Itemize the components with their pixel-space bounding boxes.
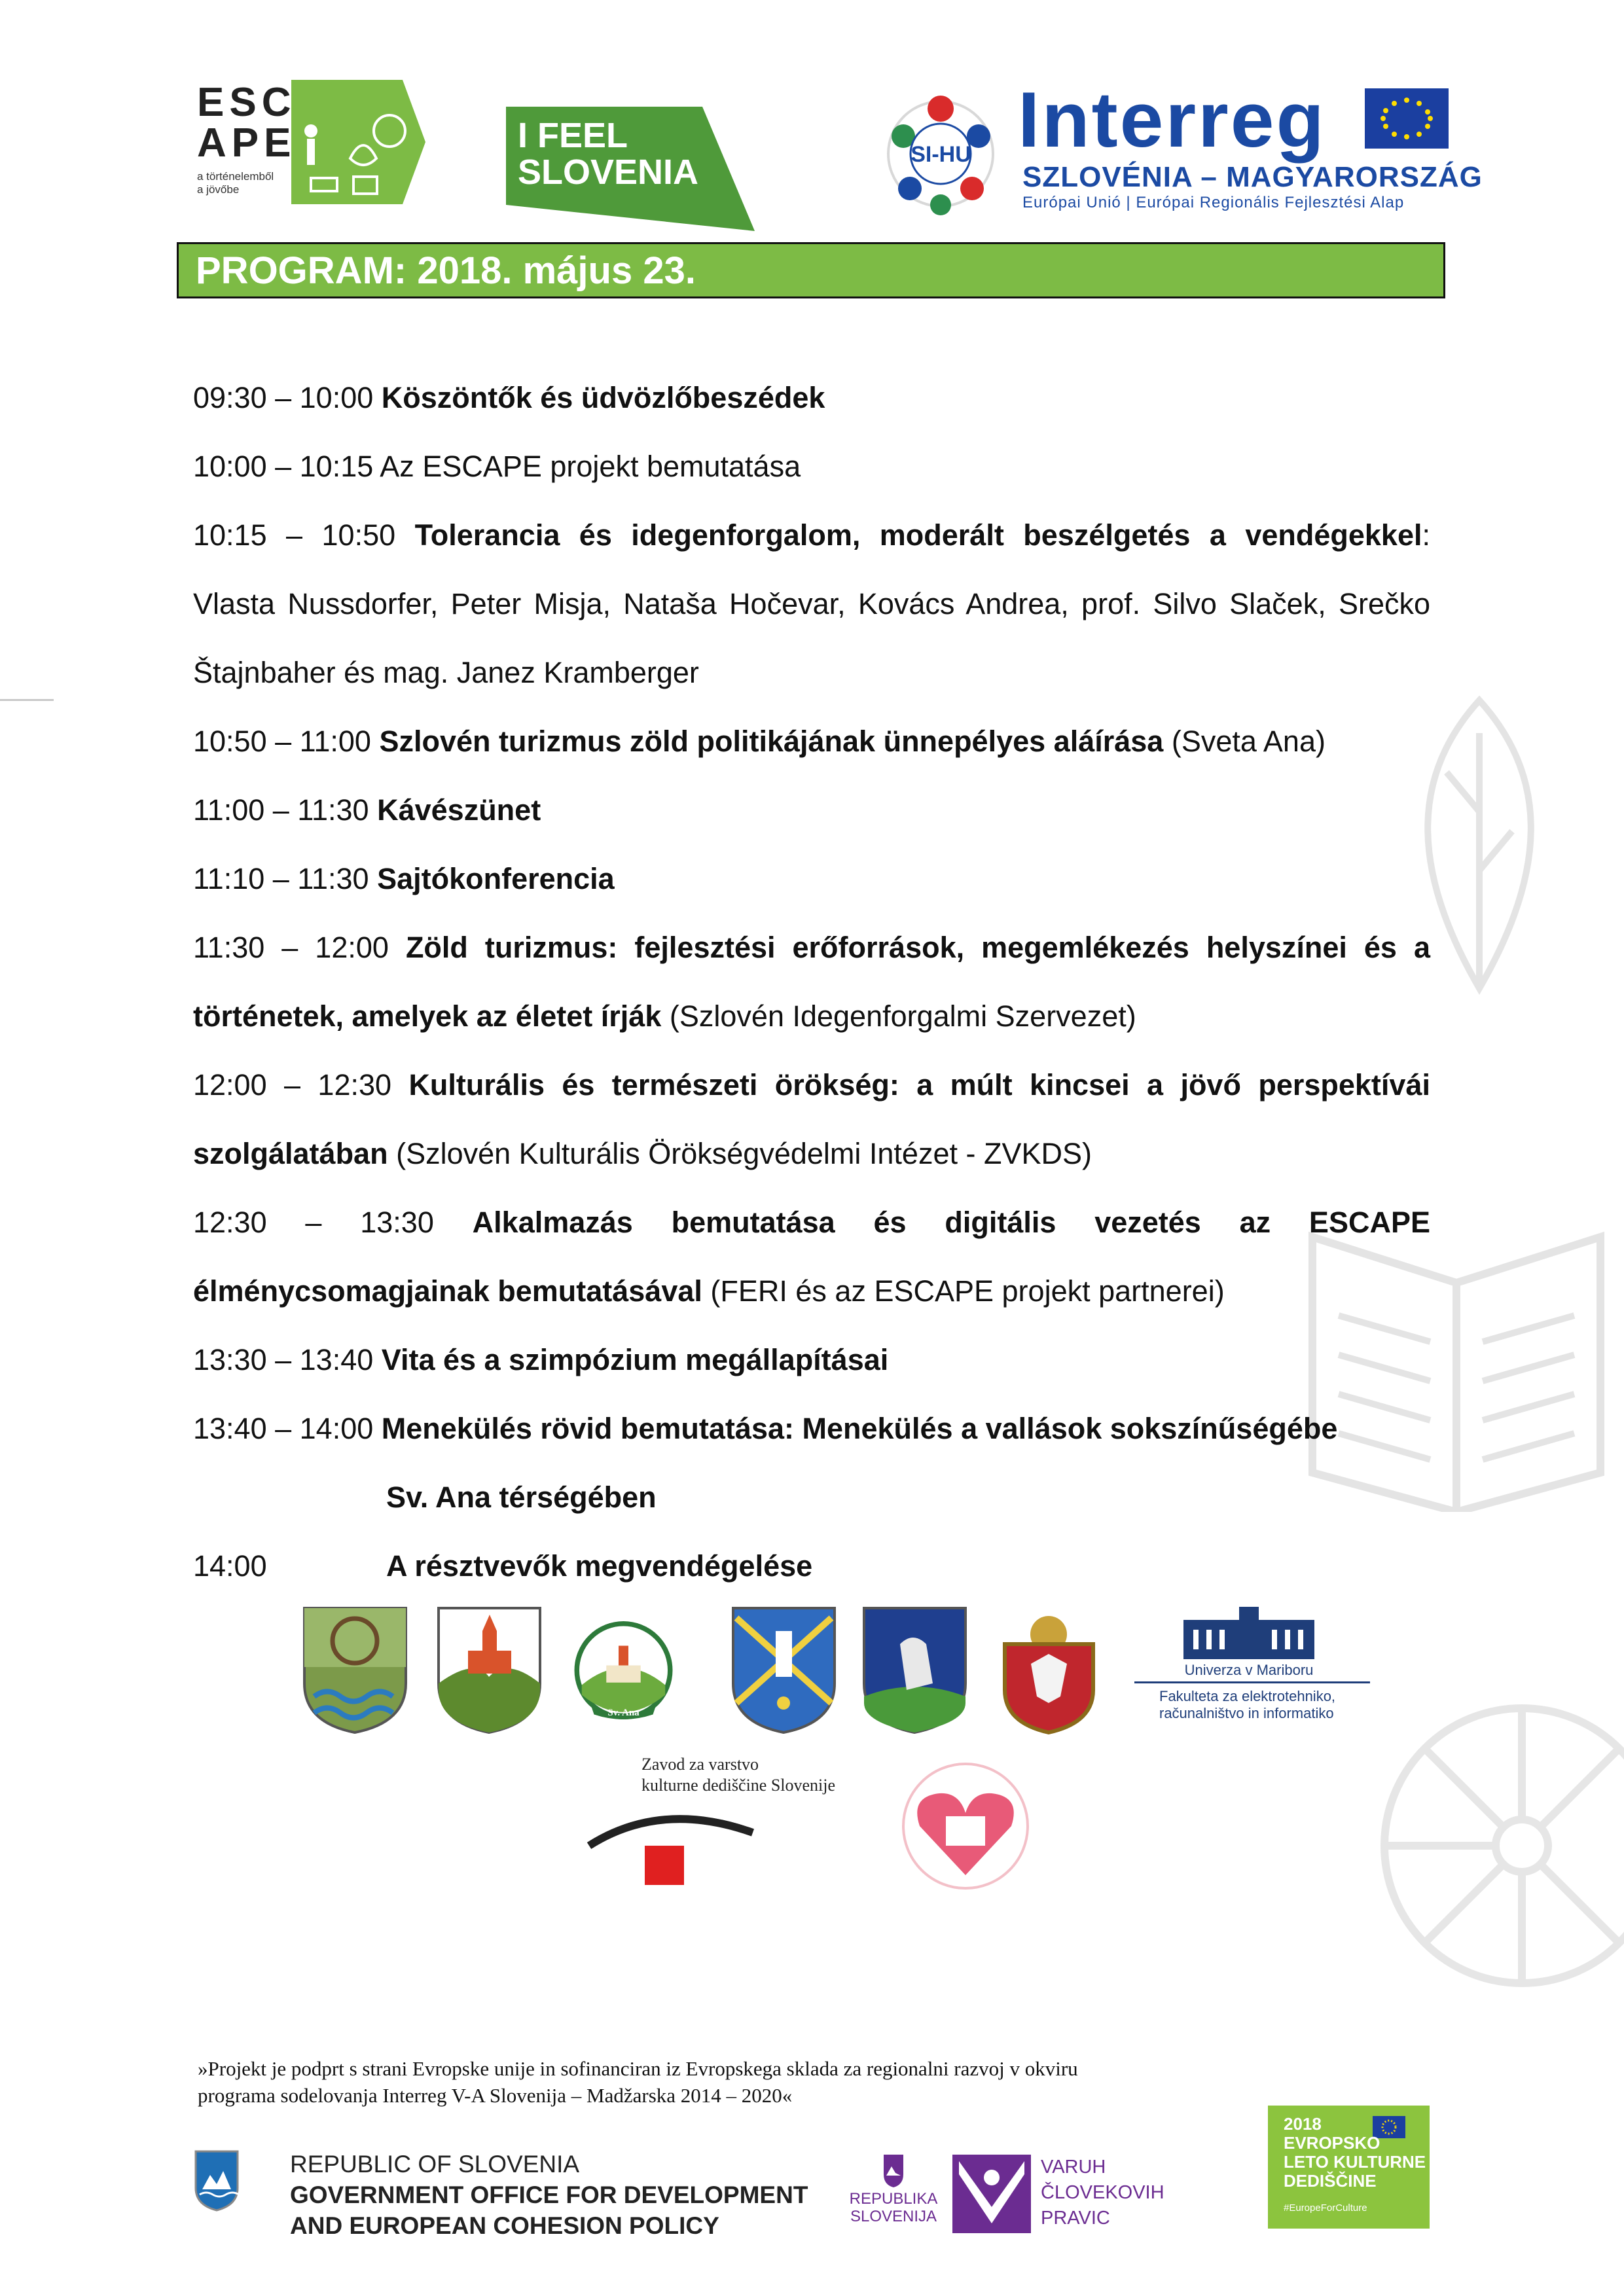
- varuh-line2: ČLOVEKOVIH: [1041, 2182, 1164, 2203]
- item-title: Vita és a szimpózium megállapításai: [381, 1343, 889, 1376]
- item-title: Tolerancia és idegenforgalom, moderált beszélgetés a vendégekkel: [414, 518, 1422, 552]
- varuh-clovekovih-pravic-logo: [952, 2155, 1168, 2233]
- item-title: Szlovén turizmus zöld politikájának ünnepélyes aláírása: [379, 725, 1164, 758]
- schedule-item: [193, 363, 1430, 432]
- municipality-crest-church: [435, 1605, 543, 1736]
- municipality-crest-blue: [730, 1605, 838, 1736]
- si-hu-label: SI-HU: [911, 142, 971, 167]
- european-year-cultural-heritage-logo: [1268, 2106, 1430, 2229]
- um-divider: [1134, 1681, 1370, 1683]
- municipality-crest-eagle: [995, 1605, 1103, 1736]
- gov-line1: REPUBLIC OF SLOVENIA: [290, 2151, 580, 2178]
- zvkds-line2: kulturne dediščine Slovenije: [641, 1776, 836, 1795]
- item-time: 14:00: [193, 1549, 267, 1583]
- municipality-crest-mill: [301, 1605, 409, 1736]
- program-title: PROGRAM: 2018. május 23.: [196, 249, 696, 292]
- eyc-line2: EVROPSKO: [1284, 2133, 1380, 2153]
- item-colon: :: [1422, 518, 1430, 552]
- eyc-line4: DEDIŠČINE: [1284, 2171, 1377, 2191]
- escape-logo-tagline: a történelemből a jövőbe: [197, 170, 274, 196]
- wheel-icon: [1371, 1682, 1624, 2009]
- eu-funding-disclaimer: [198, 2055, 1324, 2109]
- zvkds-logo: [583, 1754, 877, 1898]
- eyc-hashtag: #EuropeForCulture: [1284, 2202, 1367, 2214]
- item-title: Zöld turizmus: fejlesztési erőforrások, megemlékezés helyszínei és a: [405, 931, 1430, 964]
- item-time: 11:10 – 11:30: [193, 862, 369, 895]
- escape-logo-line1: ESC: [197, 80, 297, 125]
- item-title: történetek, amelyek az életet írják: [193, 999, 662, 1033]
- um-faculty-line2: računalništvo in informatiko: [1159, 1705, 1334, 1721]
- sv-ana-label: Sv. Ana: [607, 1708, 640, 1718]
- item-title: A résztvevők megvendégelése: [386, 1549, 813, 1583]
- item-note: (FERI és az ESCAPE projekt partnerei): [710, 1274, 1225, 1308]
- margin-divider: [0, 699, 54, 701]
- i-feel-slovenia-logo: [506, 107, 755, 231]
- gov-line2: GOVERNMENT OFFICE FOR DEVELOPMENT: [290, 2181, 808, 2208]
- schedule-item: [193, 501, 1430, 569]
- disclaimer-line1: »Projekt je podprt s strani Evropske unije in sofinanciran iz Evropskega sklada za regionalni razvoj v okviru: [198, 2057, 1078, 2080]
- ifeel-line1: I FEEL: [518, 116, 628, 155]
- item-time: 09:30 – 10:00: [193, 381, 374, 414]
- schedule-item: [193, 913, 1430, 982]
- schedule-item-cont: [193, 982, 1430, 1050]
- item-time: 12:30 – 13:30: [193, 1206, 434, 1239]
- item-time: 13:40 – 14:00: [193, 1412, 374, 1445]
- rs-line2: SLOVENIJA: [850, 2208, 937, 2225]
- item-time: 12:00 – 12:30: [193, 1068, 392, 1102]
- item-title: szolgálatában: [193, 1137, 388, 1170]
- schedule-item: [193, 1188, 1430, 1257]
- item-time: 11:30 – 12:00: [193, 931, 389, 964]
- interreg-fund: Európai Unió | Európai Regionális Fejlesztési Alap: [1022, 194, 1405, 211]
- gov-line3: AND EUROPEAN COHESION POLICY: [290, 2212, 719, 2239]
- slovenia-crest-icon: [193, 2149, 240, 2212]
- speaker-list: Štajnbaher és mag. Janez Kramberger: [193, 656, 699, 689]
- item-time: 13:30 – 13:40: [193, 1343, 374, 1376]
- item-title: Sajtókonferencia: [377, 862, 615, 895]
- schedule-item-cont: [193, 1257, 1430, 1325]
- escape-logo: [193, 80, 425, 204]
- item-title: Alkalmazás bemutatása és digitális vezetés az ESCAPE: [472, 1206, 1430, 1239]
- item-time: 10:00 – 10:15: [193, 450, 374, 483]
- republika-slovenija-logo: [844, 2152, 943, 2231]
- interreg-title: Interreg: [1018, 76, 1326, 164]
- um-name: Univerza v Mariboru: [1184, 1662, 1314, 1678]
- item-time: 10:50 – 11:00: [193, 725, 371, 758]
- zvkds-line1: Zavod za varstvo: [641, 1755, 759, 1774]
- univerza-v-mariboru-logo: [1134, 1607, 1370, 1738]
- item-title: Kulturális és természeti örökség: a múlt kincsei a jövő perspektívái: [408, 1068, 1430, 1102]
- item-title: Kávészünet: [377, 793, 541, 827]
- program-title-bar: [177, 242, 1445, 298]
- schedule-item: [193, 1394, 1430, 1463]
- eyc-line1: 2018: [1284, 2114, 1322, 2134]
- schedule-item: [193, 432, 1430, 501]
- item-time: 11:00 – 11:30: [193, 793, 369, 827]
- program-schedule: [193, 363, 1430, 1600]
- item-note: Az ESCAPE projekt bemutatása: [380, 450, 801, 483]
- gov-office-logo-text: [290, 2149, 808, 2241]
- varuh-line3: PRAVIC: [1041, 2208, 1110, 2229]
- item-title: Köszöntők és üdvözlőbeszédek: [381, 381, 825, 414]
- interreg-subtitle: SZLOVÉNIA – MAGYARORSZÁG: [1022, 161, 1483, 193]
- sv-ana-crest: [569, 1605, 677, 1736]
- municipality-crest-horse: [861, 1605, 969, 1736]
- schedule-item: [193, 1325, 1430, 1394]
- si-hu-circle-logo: [871, 84, 1011, 224]
- eyc-line3: LETO KULTURNE: [1284, 2152, 1426, 2172]
- rs-line1: REPUBLIKA: [849, 2190, 938, 2208]
- ifeel-line2: SLOVENIA: [518, 152, 699, 192]
- schedule-item-cont: [193, 1463, 1430, 1532]
- item-note: (Szlovén Kulturális Örökségvédelmi Intézet - ZVKDS): [396, 1137, 1092, 1170]
- um-faculty-line1: Fakulteta za elektrotehniko,: [1159, 1688, 1336, 1704]
- item-time: 10:15 – 10:50: [193, 518, 396, 552]
- escape-logo-line2: APE: [197, 120, 297, 166]
- tourist-society-heart-logo: [897, 1761, 1034, 1892]
- speaker-list: Vlasta Nussdorfer, Peter Misja, Nataša Hočevar, Kovács Andrea, prof. Silvo Slaček, Srečko: [193, 587, 1430, 620]
- schedule-item: [193, 776, 1430, 844]
- schedule-item: [193, 1050, 1430, 1119]
- disclaimer-line2: programa sodelovanja Interreg V-A Slovenija – Madžarska 2014 – 2020«: [198, 2084, 793, 2107]
- schedule-item: [193, 1532, 1430, 1600]
- schedule-item: [193, 707, 1430, 776]
- item-note: (Sveta Ana): [1171, 725, 1326, 758]
- varuh-line1: VARUH: [1041, 2157, 1106, 2178]
- item-title: élménycsomagjainak bemutatásával: [193, 1274, 702, 1308]
- eu-flag-icon: [1365, 88, 1449, 149]
- item-title: Sv. Ana térségében: [386, 1480, 657, 1514]
- item-title: Menekülés rövid bemutatása: Menekülés a vallások sokszínűségébe: [381, 1412, 1338, 1445]
- schedule-item: [193, 844, 1430, 913]
- item-note: (Szlovén Idegenforgalmi Szervezet): [669, 999, 1136, 1033]
- schedule-item-cont: [193, 1119, 1430, 1188]
